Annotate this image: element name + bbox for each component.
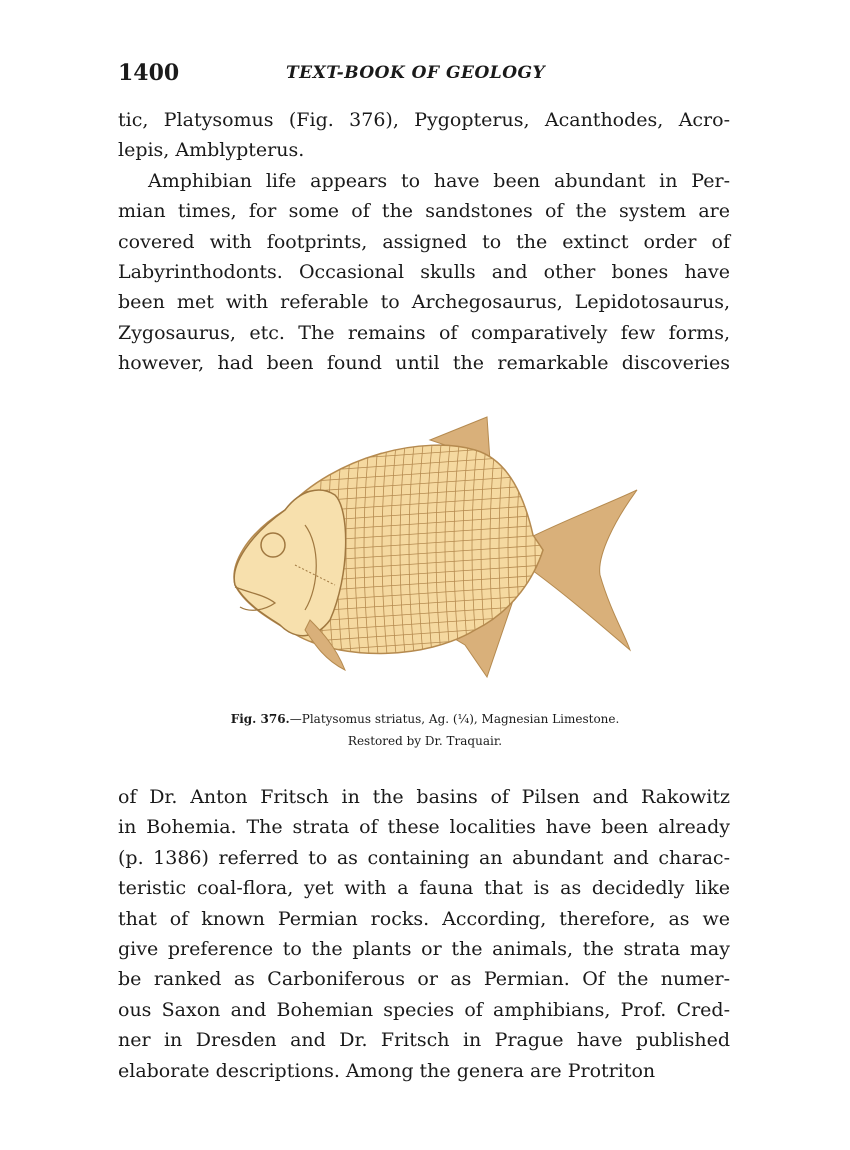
text-line: tic, Platysomus (Fig. 376), Pygopterus, Acanthodes, Acro- bbox=[118, 109, 730, 131]
figure-caption bbox=[0, 708, 850, 752]
tail-fin bbox=[525, 490, 637, 650]
text-line: give preference to the plants or the animals, the strata may bbox=[118, 937, 730, 960]
page-header bbox=[118, 60, 730, 88]
running-title: TEXT-BOOK OF GEOLOGY bbox=[286, 63, 546, 83]
text-line: elaborate descriptions. Among the genera are Protriton bbox=[118, 1059, 656, 1082]
fish-figure bbox=[225, 415, 645, 685]
text-line: however, had been found until the remarkable discoveries bbox=[118, 352, 730, 375]
body-text-bottom bbox=[118, 782, 730, 1086]
text-line: Amphibian life appears to have been abundant in Per- bbox=[148, 169, 730, 192]
figure-label: Fig. 376. bbox=[230, 712, 290, 726]
text-line: of Dr. Anton Fritsch in the basins of Pilsen and Rakowitz bbox=[118, 786, 730, 808]
text-line: in Bohemia. The strata of these localities have been already bbox=[118, 816, 730, 839]
text-line: be ranked as Carboniferous or as Permian. Of the numer- bbox=[118, 968, 730, 991]
text-line: lepis, Amblypterus. bbox=[118, 139, 305, 162]
body-text-top bbox=[118, 105, 730, 379]
text-line: been met with referable to Archegosaurus, Lepidotosaurus, bbox=[118, 291, 730, 314]
text-line: teristic coal-flora, yet with a fauna that is as decidedly like bbox=[118, 877, 730, 900]
text-line: that of known Permian rocks. According, therefore, as we bbox=[118, 907, 730, 930]
text-line: Zygosaurus, etc. The remains of comparatively few forms, bbox=[118, 321, 730, 344]
caption-line-2: Restored by Dr. Traquair. bbox=[347, 734, 503, 748]
page-number: 1400 bbox=[118, 60, 180, 86]
text-line: ner in Dresden and Dr. Fritsch in Prague have published bbox=[118, 1029, 730, 1052]
caption-line-1: —Platysomus striatus, Ag. (¼), Magnesian Limestone. bbox=[289, 712, 620, 726]
text-line: ous Saxon and Bohemian species of amphibians, Prof. Cred- bbox=[118, 998, 730, 1021]
text-line: mian times, for some of the sandstones of the system are bbox=[118, 200, 730, 223]
text-line: Labyrinthodonts. Occasional skulls and other bones have bbox=[118, 260, 730, 283]
fish-head bbox=[234, 490, 345, 636]
platysomus-illustration bbox=[225, 415, 645, 685]
text-line: (p. 1386) referred to as containing an abundant and charac- bbox=[118, 846, 730, 869]
text-line: covered with footprints, assigned to the extinct order of bbox=[118, 230, 730, 253]
